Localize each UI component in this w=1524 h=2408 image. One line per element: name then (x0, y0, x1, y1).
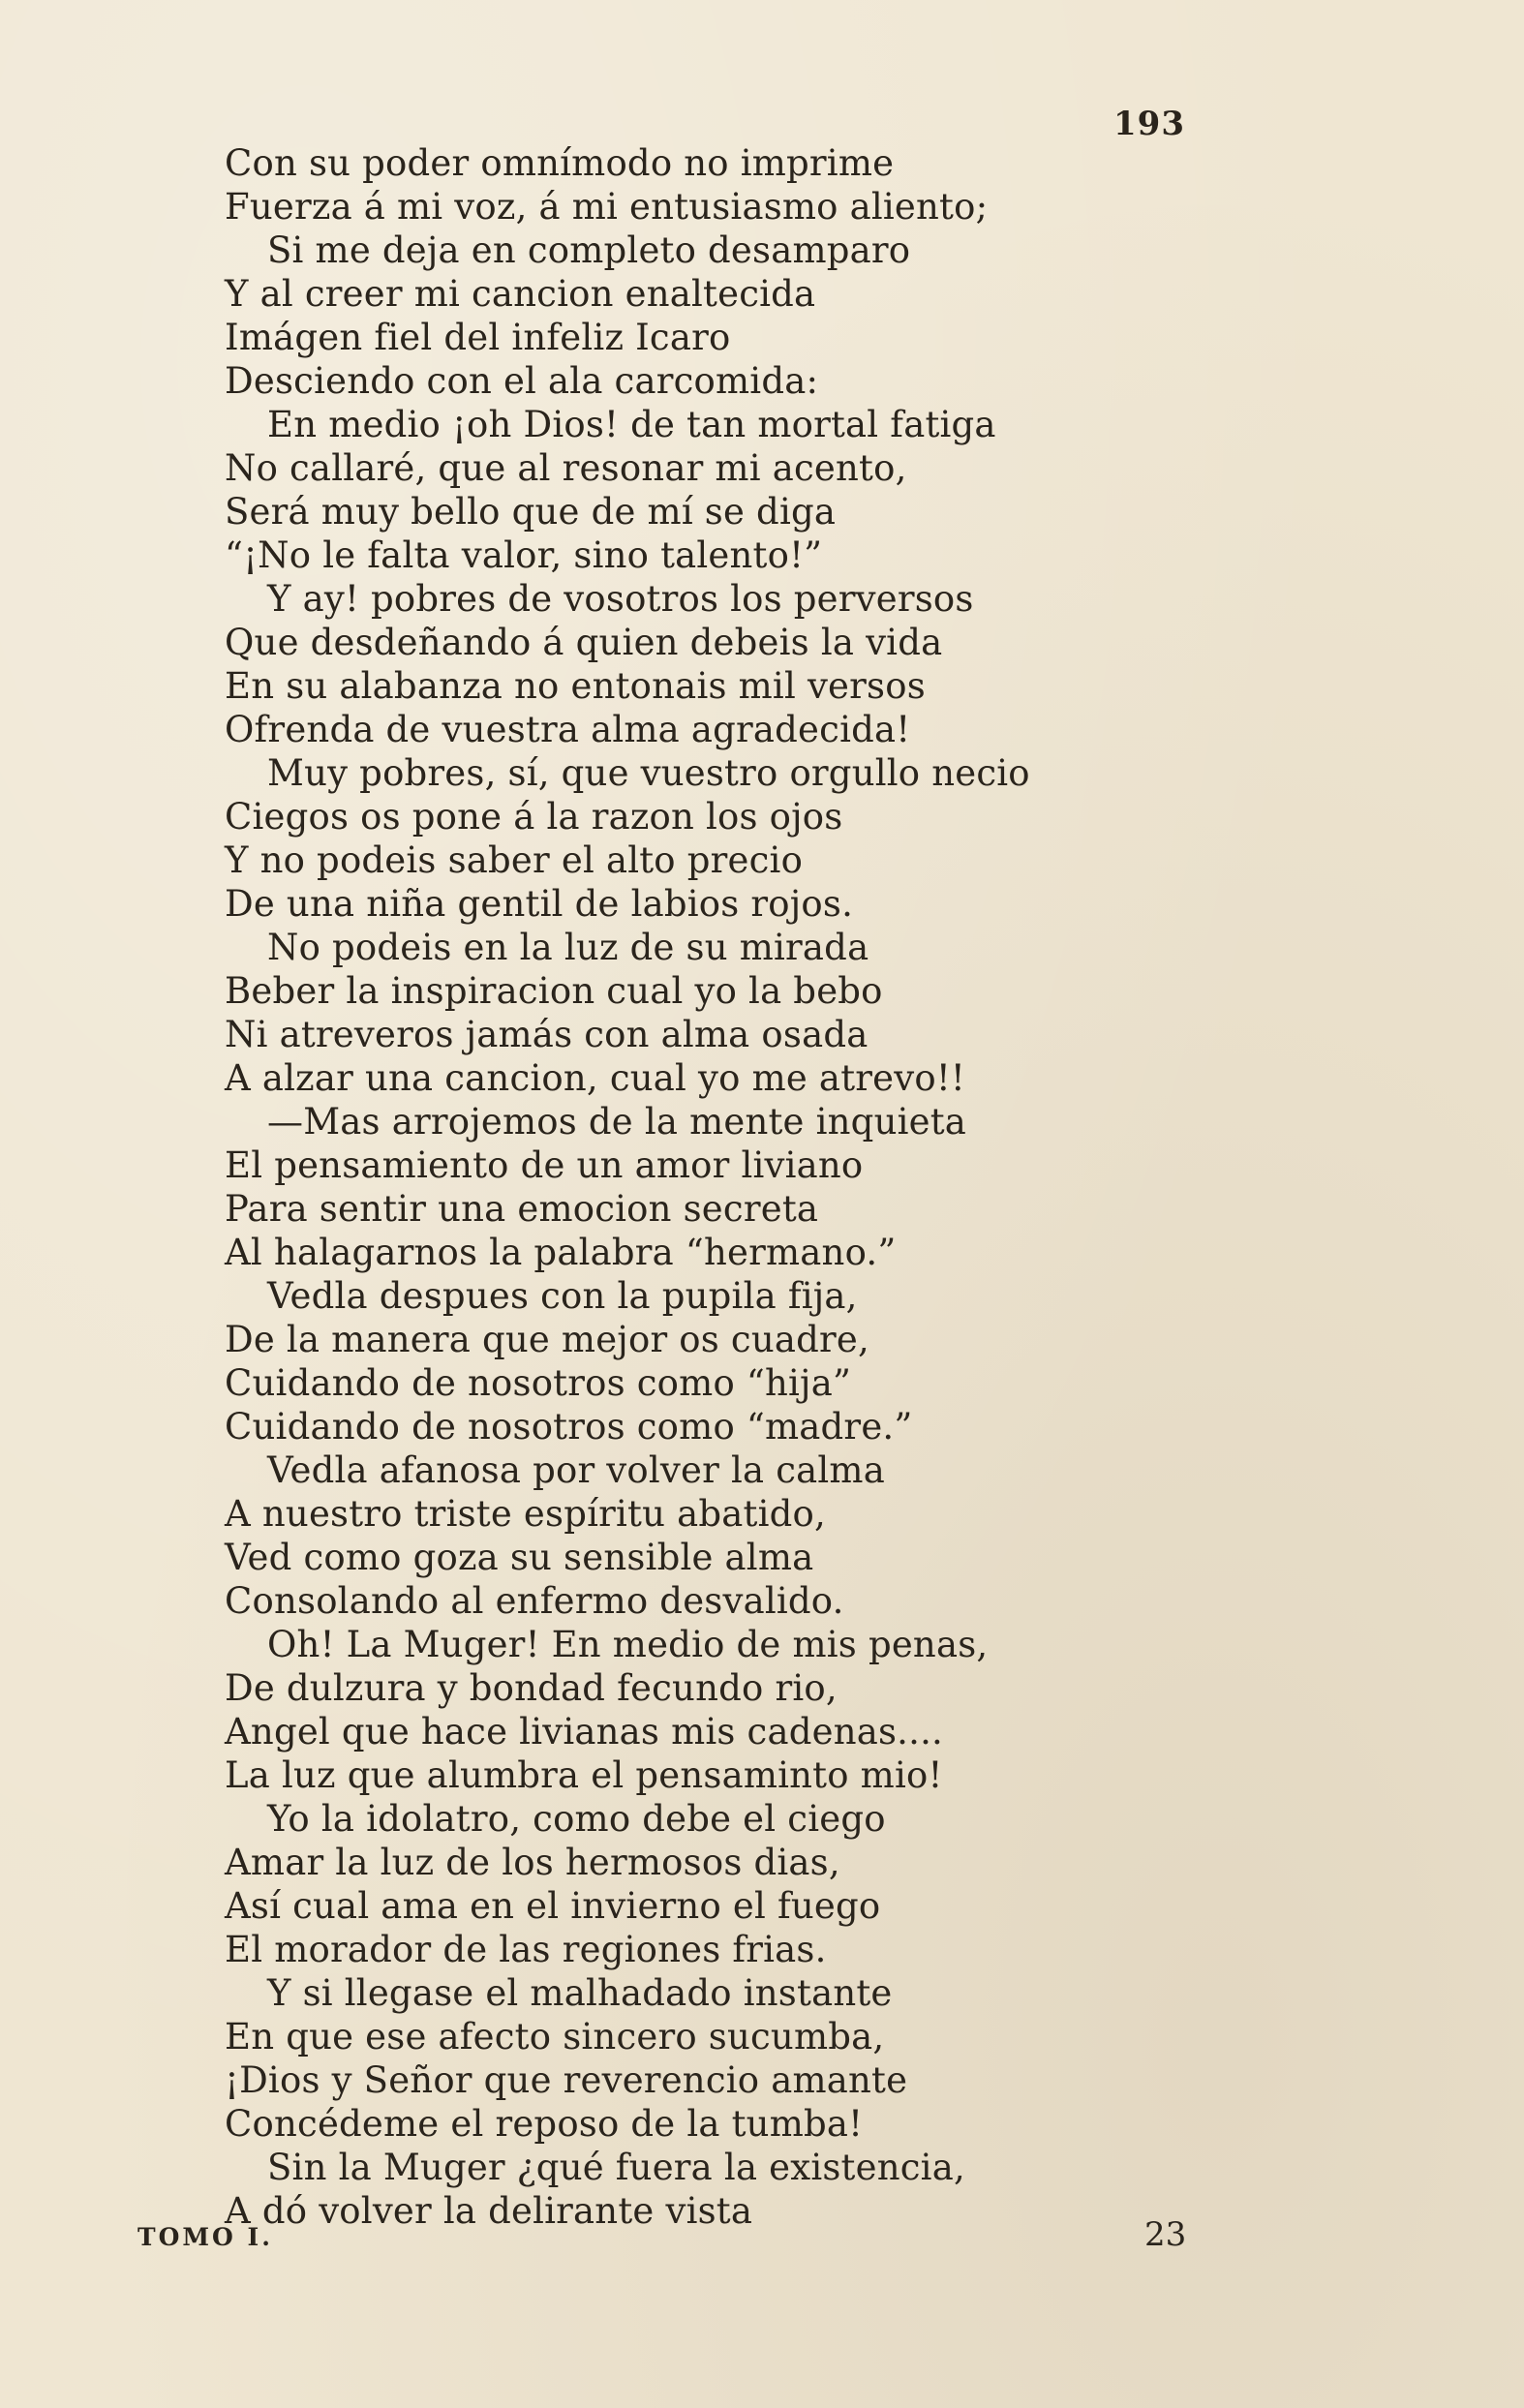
poem-line: El morador de las regiones frias. (225, 1929, 827, 1970)
poem-line: En su alabanza no entonais mil versos (225, 665, 926, 707)
poem-line: Beber la inspiracion cual yo la bebo (225, 970, 883, 1012)
poem-line: Será muy bello que de mí se diga (225, 491, 837, 533)
poem-line: Que desdeñando á quien debeis la vida (225, 622, 943, 663)
poem-line: A dó volver la delirante vista (225, 2190, 753, 2232)
poem-line: Ciegos os pone á la razon los ojos (225, 796, 843, 838)
poem-line: No podeis en la luz de su mirada (267, 927, 869, 968)
poem-line: Imágen fiel del infeliz Icaro (225, 317, 731, 358)
poem-line: Al halagarnos la palabra “hermano.” (225, 1232, 897, 1273)
poem-line: Desciendo con el ala carcomida: (225, 360, 819, 402)
page-number: 193 (1113, 105, 1185, 143)
poem-body (225, 141, 1338, 2233)
poem-line: En que ese afecto sincero sucumba, (225, 2016, 885, 2057)
poem-line: Así cual ama en el invierno el fuego (225, 1885, 881, 1927)
signature-mark: 23 (1144, 2215, 1187, 2254)
poem-line: El pensamiento de un amor liviano (225, 1144, 864, 1186)
poem-line: Amar la luz de los hermosos dias, (225, 1842, 840, 1883)
volume-label: TOMO I. (137, 2223, 273, 2251)
poem-line: De una niña gentil de labios rojos. (225, 883, 854, 925)
poem-line: Muy pobres, sí, que vuestro orgullo necio (267, 752, 1030, 794)
poem-line: Para sentir una emocion secreta (225, 1188, 819, 1230)
poem-line: Si me deja en completo desamparo (267, 229, 911, 271)
poem-line: Vedla despues con la pupila fija, (267, 1275, 858, 1317)
poem-line: Ved como goza su sensible alma (225, 1537, 814, 1578)
poem-line: Concédeme el reposo de la tumba! (225, 2103, 864, 2145)
poem-line: Y ay! pobres de vosotros los perversos (267, 578, 974, 620)
poem-line: Ofrenda de vuestra alma agradecida! (225, 709, 911, 750)
poem-line: Y si llegase el malhadado instante (267, 1972, 893, 2014)
poem-line: ¡Dios y Señor que reverencio amante (225, 2059, 908, 2101)
poem-line: La luz que alumbra el pensaminto mio! (225, 1754, 943, 1796)
poem-line: Consolando al enfermo desvalido. (225, 1580, 844, 1622)
poem-line: Angel que hace livianas mis cadenas.... (225, 1711, 944, 1753)
poem-line: Con su poder omnímodo no imprime (225, 142, 895, 184)
poem-line: Cuidando de nosotros como “madre.” (225, 1406, 913, 1448)
poem-line: Cuidando de nosotros como “hija” (225, 1362, 852, 1404)
poem-line: Fuerza á mi voz, á mi entusiasmo aliento; (225, 186, 989, 228)
poem-line: Ni atreveros jamás con alma osada (225, 1014, 869, 1055)
poem-line: Vedla afanosa por volver la calma (267, 1449, 885, 1491)
poem-line: Y no podeis saber el alto precio (225, 839, 804, 881)
poem-line: No callaré, que al resonar mi acento, (225, 447, 907, 489)
poem-line: “¡No le falta valor, sino talento!” (225, 534, 823, 576)
poem-line: Yo la idolatro, como debe el ciego (267, 1798, 886, 1840)
poem-line: Oh! La Muger! En medio de mis penas, (267, 1624, 989, 1665)
poem-line: A alzar una cancion, cual yo me atrevo!! (225, 1057, 965, 1099)
poem-line: —Mas arrojemos de la mente inquieta (267, 1101, 967, 1143)
poem-line: De la manera que mejor os cuadre, (225, 1319, 869, 1360)
poem-line: Y al creer mi cancion enaltecida (225, 273, 816, 315)
poem-line: Sin la Muger ¿qué fuera la existencia, (267, 2147, 965, 2188)
poem-line: A nuestro triste espíritu abatido, (225, 1493, 826, 1535)
poem-line: En medio ¡oh Dios! de tan mortal fatiga (267, 404, 996, 445)
poem-line: De dulzura y bondad fecundo rio, (225, 1667, 838, 1709)
